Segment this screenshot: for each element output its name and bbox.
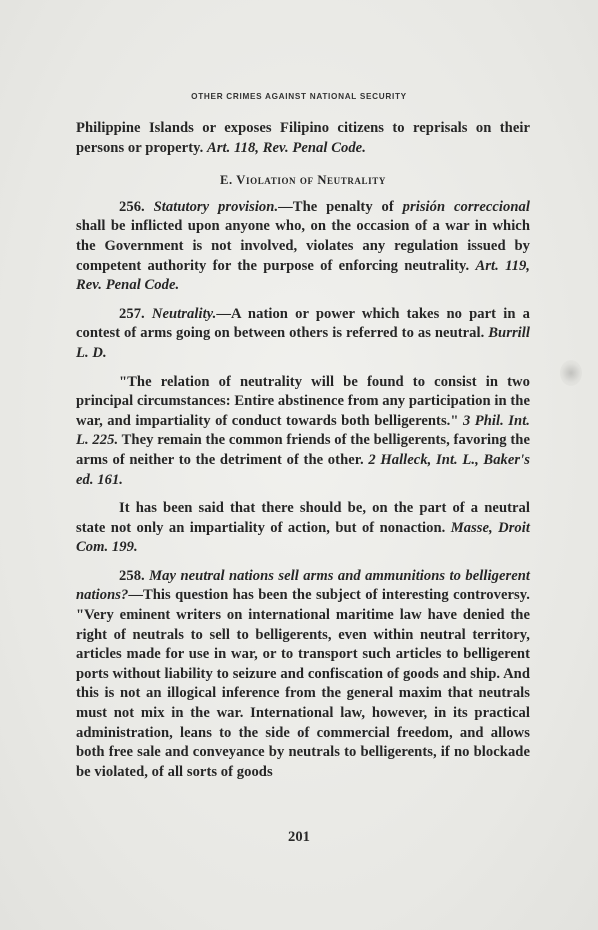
paragraph-text: —A nation or power which takes no part in a contest of arms going on between others is referred to as neutral. [76, 305, 530, 342]
paragraph-256 [76, 198, 530, 296]
paragraph-title: Neutrality. [151, 305, 217, 322]
citation: 3 Phil. Int. L. 225. [76, 412, 530, 449]
section-heading: E. Violation of Neutrality [220, 173, 386, 188]
citation: Masse, Droit Com. 199. [76, 519, 530, 556]
paragraph-258 [76, 567, 530, 783]
paragraph-text: —The penalty of [278, 198, 403, 215]
body-text [76, 119, 530, 782]
citation: Art. 119, Rev. Penal Code. [76, 257, 531, 294]
paragraph-title: Statutory provision. [153, 198, 279, 215]
paragraph-title: May neutral nations sell arms and ammunitions to belligerent nations? [76, 567, 531, 604]
paragraph-continuation [76, 119, 530, 158]
paragraph-text: "The relation of neutrality will be found to consist in two principal circumstances: Entire abstinence from any participation in the war, and impartiality of conduct towards both belligerents." [76, 373, 530, 429]
paragraph-number: 258. [119, 567, 150, 584]
page-number: 201 [288, 829, 310, 845]
legal-term: prisión correccional [402, 198, 530, 215]
paragraph-number: 256. [119, 198, 154, 215]
paragraph-text: Philippine Islands or exposes Filipino citizens to reprisals on their persons or property. [76, 120, 530, 156]
paragraph-number: 257. [119, 305, 152, 322]
paragraph-257 [76, 305, 530, 364]
running-head: OTHER CRIMES AGAINST NATIONAL SECURITY [191, 92, 407, 101]
paragraph-quote [76, 373, 530, 491]
paragraph-text: It has been said that there should be, on the part of a neutral state not only an impartiality of action, but of nonaction. [76, 500, 530, 536]
paragraph-text: They remain the common friends of the belligerents, favoring the arms of neither to the detriment of the other. [76, 432, 531, 468]
citation: Burrill L. D. [76, 325, 530, 361]
citation: 2 Halleck, Int. L., Baker's ed. 161. [76, 451, 530, 488]
paragraph-text: shall be inflicted upon anyone who, on the occasion of a war in which the Government is not involved, violates any regulation issued by competent authority for the purpose of enforcing neutrality. [76, 218, 530, 274]
paragraph-said [76, 499, 530, 558]
paragraph-text: —This question has been the subject of interesting controversy. "Very eminent writers on international maritime law have denied the right of neutrals to sell to belligerents, even within neutral territory, articles made for use in war, or to transport such articles to belligerent ports without liability to seizure and confiscation of goods and ship. And this is not an illogical inference from the general maxim that neutrals must not mix in the war. International law, however, in its practical administration, leans to the side of commercial freedom, and allows both free sale and conveyance by neutrals to belligerents, if no blockade be violated, of all sorts of goods [76, 587, 530, 780]
page-smudge [560, 360, 582, 386]
citation: Art. 118, Rev. Penal Code. [207, 139, 366, 156]
